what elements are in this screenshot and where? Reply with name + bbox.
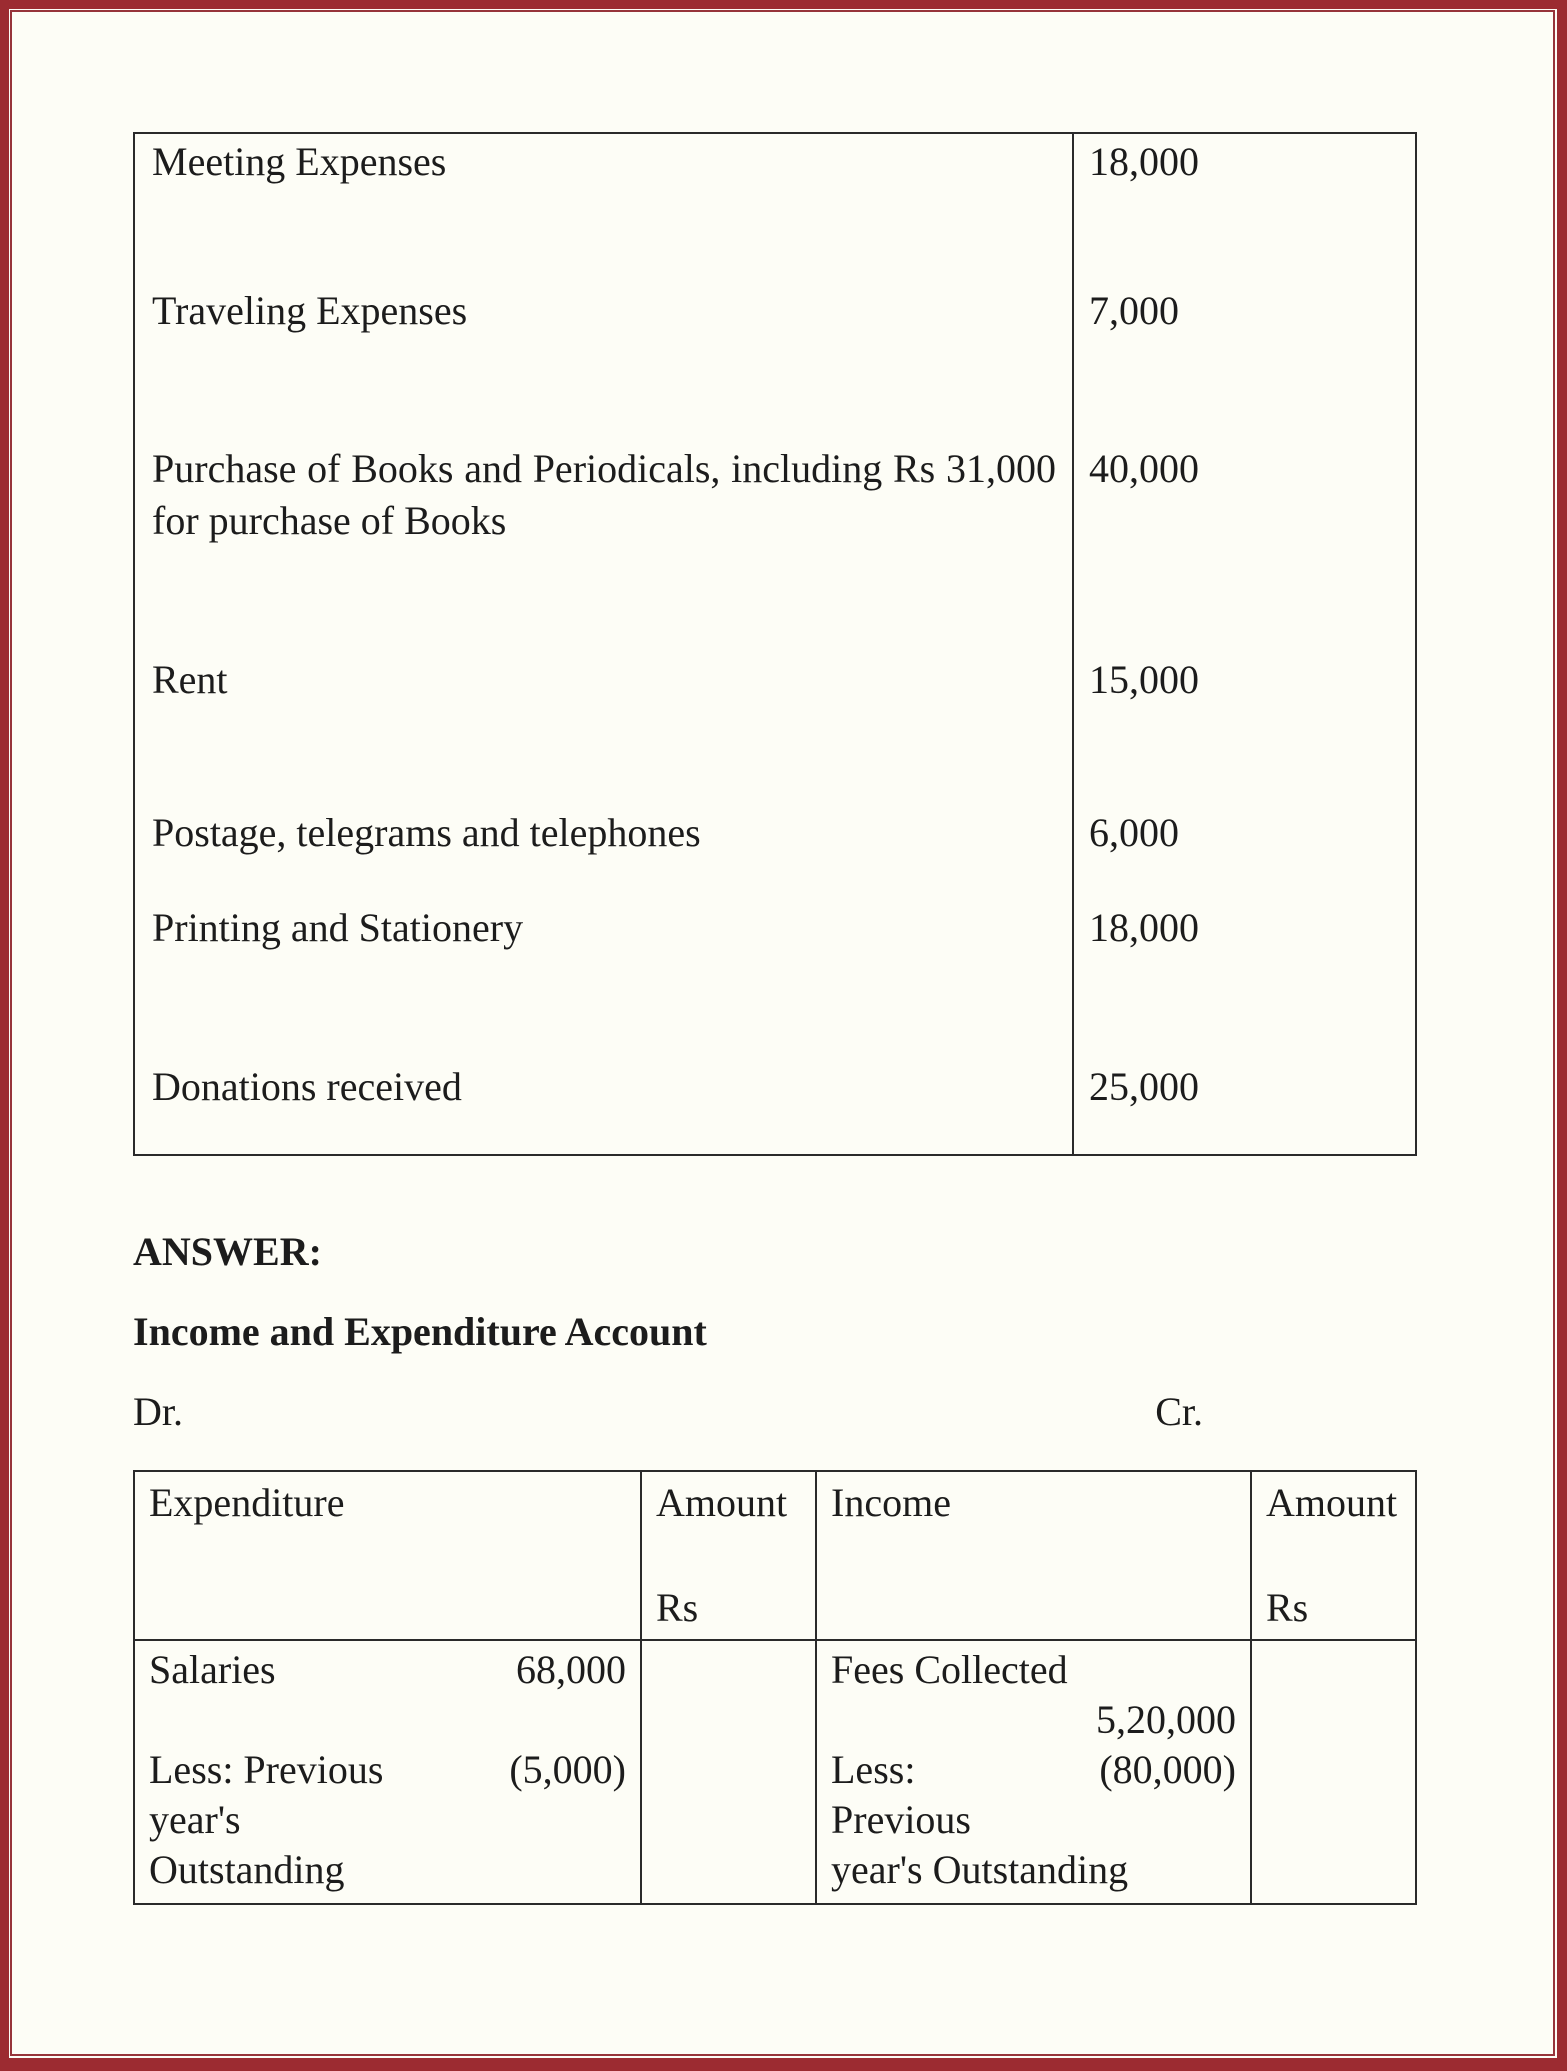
account-title: Income and Expenditure Account (133, 1309, 707, 1354)
expenditure-item-label: Salaries (149, 1647, 276, 1692)
table-row (134, 283, 1416, 441)
income-item-label: Fees Collected (831, 1647, 1068, 1692)
dr-cr-row (133, 1388, 1415, 1436)
table-row (134, 652, 1416, 805)
expense-amount: 18,000 (1073, 900, 1416, 1059)
expense-description: Donations received (152, 1064, 462, 1109)
amount-unit-label: Rs (1266, 1585, 1309, 1630)
table-row (134, 805, 1416, 900)
expenditure-amount-cell (641, 1640, 816, 1904)
income-item-value: 5,20,000 (1096, 1697, 1236, 1742)
expense-description: Traveling Expenses (152, 288, 468, 333)
table-data-row (134, 1640, 1416, 1904)
expenditure-less-value: (5,000) (509, 1747, 626, 1792)
expense-amount: 25,000 (1073, 1059, 1416, 1155)
col-header-amount-left (641, 1471, 816, 1640)
expense-description: Meeting Expenses (152, 139, 447, 184)
table-row (134, 441, 1416, 652)
expenditure-less-label: Less: Previous (149, 1747, 384, 1792)
table-row (134, 900, 1416, 1059)
amount-unit-label: Rs (656, 1585, 699, 1630)
col-header-income (816, 1471, 1251, 1640)
expenditure-cell (134, 1640, 641, 1904)
table-header-row (134, 1471, 1416, 1640)
document-page (12, 12, 1553, 2054)
expenditure-less-cont: Outstanding (149, 1847, 345, 1892)
expense-amount: 40,000 (1073, 441, 1416, 652)
income-less-value: (80,000) (1099, 1747, 1236, 1792)
expense-description: Purchase of Books and Periodicals, including Rs 31,000 for purchase of Books (152, 446, 1056, 543)
expense-description: Postage, telegrams and telephones (152, 810, 701, 855)
income-header-label: Income (831, 1480, 951, 1525)
expenditure-item-line (149, 1645, 626, 1695)
expense-description: Rent (152, 657, 228, 702)
amount-header-label: Amount (656, 1480, 788, 1525)
expense-amount: 6,000 (1073, 805, 1416, 900)
table-row (134, 1059, 1416, 1155)
answer-heading: ANSWER: (133, 1229, 322, 1274)
col-header-amount-right (1251, 1471, 1416, 1640)
expense-amount: 18,000 (1073, 133, 1416, 283)
income-amount-cell (1251, 1640, 1416, 1904)
expense-table (133, 132, 1417, 1156)
expense-description: Printing and Stationery (152, 905, 524, 950)
expenditure-item-value: 68,000 (516, 1647, 626, 1692)
blank-line (149, 1695, 626, 1745)
expenditure-header-label: Expenditure (149, 1480, 345, 1525)
table-row (134, 133, 1416, 283)
income-cell (816, 1640, 1251, 1904)
dr-label: Dr. (133, 1389, 183, 1434)
expenditure-less-line (149, 1745, 626, 1795)
income-less-label: Less: (831, 1747, 916, 1792)
expenditure-less-cont: year's (149, 1797, 241, 1842)
income-expenditure-table (133, 1470, 1417, 1905)
amount-header-label: Amount (1266, 1480, 1398, 1525)
col-header-expenditure (134, 1471, 641, 1640)
expense-amount: 7,000 (1073, 283, 1416, 441)
cr-label: Cr. (1155, 1389, 1203, 1434)
expense-amount: 15,000 (1073, 652, 1416, 805)
income-less-cont: Previous (831, 1797, 971, 1842)
income-less-cont: year's Outstanding (831, 1847, 1129, 1892)
income-less-line (831, 1745, 1236, 1795)
